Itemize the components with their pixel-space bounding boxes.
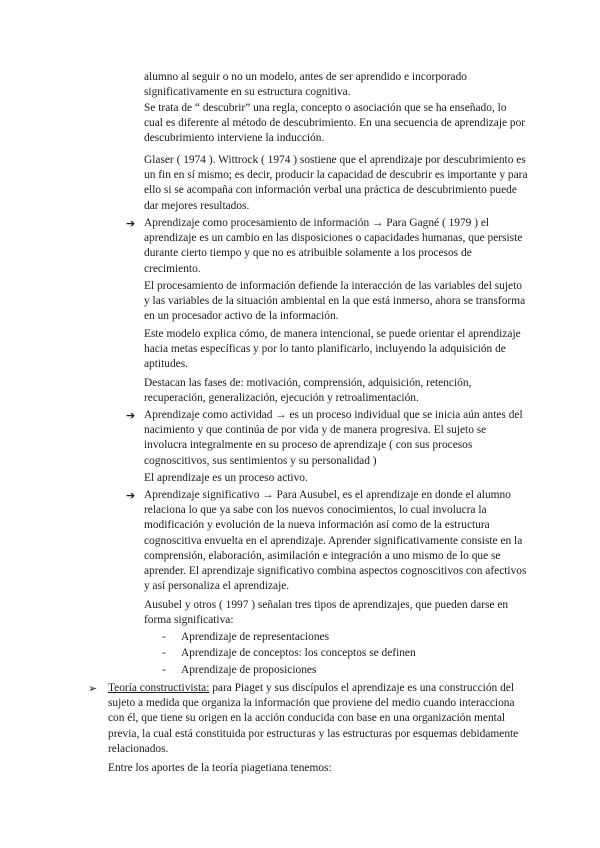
triangle-bullet-icon: ➢ bbox=[88, 682, 98, 695]
arrow-bullet-icon: ➔ bbox=[126, 409, 136, 422]
paragraph-active-process: El aprendizaje es un proceso activo. bbox=[144, 472, 308, 484]
paragraph-information-processing: Aprendizaje como procesamiento de información → Para Gagné ( 1979 ) el aprendizaje es un cambio en las disposiciones o capacidades humanas, que persiste durante cierto tiempo y que no es atribuible solamente a los procesos de crecimiento. bbox=[144, 217, 523, 275]
paragraph-phases: Destacan las fases de: motivación, comprensión, adquisición, retención, recuperación, generalización, ejecución y retroalimentación. bbox=[144, 377, 472, 405]
paragraph-ausubel-types: Ausubel y otros ( 1997 ) señalan tres tipos de aprendizajes, que pueden darse en forma significativa: bbox=[144, 599, 509, 627]
paragraph-discovery-intro: alumno al seguir o no un modelo, antes de ser aprendido e incorporado significativamente en su estructura cognitiva. bbox=[144, 71, 467, 99]
list-item: Aprendizaje de representaciones bbox=[181, 631, 330, 643]
paragraph-discovery-definition: Se trata de “ descubrir” una regla, concepto o asociación que se ha enseñado, lo cual es diferente al método de descubrimiento. En una secuencia de aprendizaje por descubrimiento interviene la inducción. bbox=[144, 102, 526, 145]
paragraph-processing-variables: El procesamiento de información defiende la interacción de las variables del sujeto y las variables de la situación ambiental en la que está inmerso, ahora se transforma en un procesador activo de la información. bbox=[144, 280, 526, 323]
list-item: Aprendizaje de conceptos: los conceptos se definen bbox=[181, 647, 416, 659]
constructivist-body: para Piaget y sus discípulos el aprendizaje es una construcción del sujeto a medida que organiza la información que proviene del medio cuando interacciona con él, que tiene su origen en la acción conducida con base en una organización mental previa, la cual está constituida por estructuras y las estructuras por esquemas debidamente relacionados. bbox=[108, 682, 519, 755]
paragraph-model-explanation: Este modelo explica cómo, de manera intencional, se puede orientar el aprendizaje hacia metas específicas y por lo tanto planificarlo, incluyendo la adquisición de aptitudes. bbox=[144, 328, 521, 371]
arrow-bullet-icon: ➔ bbox=[126, 489, 136, 502]
paragraph-learning-activity: Aprendizaje como actividad → es un proceso individual que se inicia aún antes del nacimiento y que continúa de por vida y de manera progresiva. El sujeto se involucra integralmente en su proceso de aprendizaje ( con sus procesos cognoscitivos, sus sentimientos y su personalidad ) bbox=[144, 409, 523, 467]
dash-bullet: - bbox=[162, 647, 166, 659]
constructivist-heading: Teoría constructivista: bbox=[108, 682, 210, 694]
list-item: Aprendizaje de proposiciones bbox=[181, 664, 317, 676]
paragraph-glaser-wittrock: Glaser ( 1974 ). Wittrock ( 1974 ) sostiene que el aprendizaje por descubrimiento es un fin en sí mismo; es decir, producir la capacidad de descubrir es importante y para ello si se acompaña con información verbal una práctica de descubrimiento puede dar mejores resultados. bbox=[144, 154, 528, 212]
arrow-bullet-icon: ➔ bbox=[126, 217, 136, 230]
dash-bullet: - bbox=[162, 631, 166, 643]
dash-bullet: - bbox=[162, 664, 166, 676]
paragraph-piaget-contributions: Entre los aportes de la teoría piagetiana tenemos: bbox=[108, 762, 332, 774]
paragraph-constructivist-theory bbox=[108, 681, 528, 757]
paragraph-meaningful-learning: Aprendizaje significativo → Para Ausubel, es el aprendizaje en donde el alumno relaciona lo que ya sabe con los nuevos conocimientos, lo cual involucra la modificación y evolución de la nueva información así como de la estructura cognoscitiva envuelta en el aprendizaje. Aprender significativamente consiste en la comprensión, elaboración, asimilación e integración a uno mismo de lo que se aprender. El aprendizaje significativo combina aspectos cognoscitivos con afectivos y así personaliza el aprendizaje. bbox=[144, 489, 527, 593]
